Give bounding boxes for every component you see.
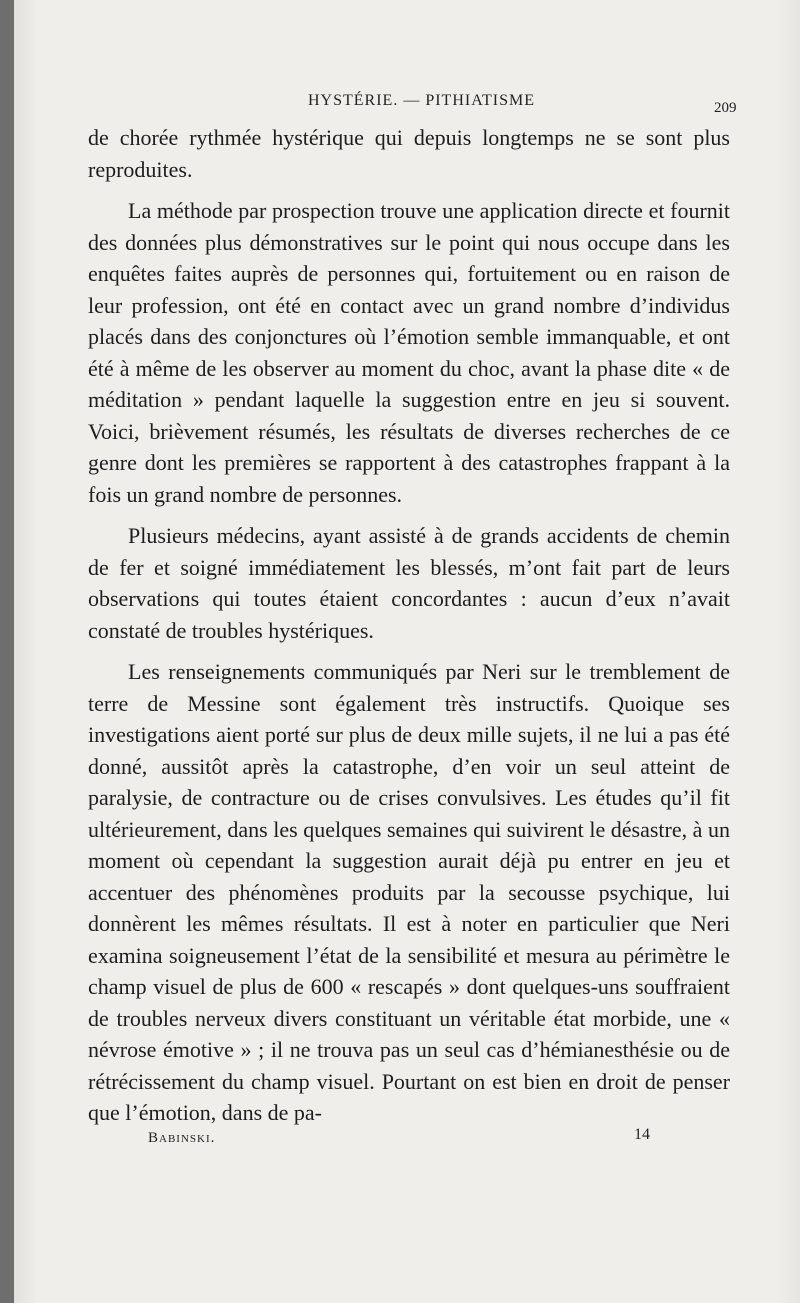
running-title: HYSTÉRIE. — PITHIATISME <box>308 92 535 109</box>
page-number: 209 <box>714 100 737 116</box>
running-head <box>14 88 800 118</box>
paragraph-messina-earthquake: Les renseignements communiqués par Neri sur le tremblement de terre de Messine sont également très instructifs. Quoique ses investigations aient porté sur plus de deux mille sujets, il ne lui a pas été donné, aussitôt après la catastrophe, d’en voir un seul atteint de paralysie, de contracture ou de crises convulsives. Les études qu’il fit ultérieurement, dans les quelques semaines qui suivirent le désastre, à un moment où cependant la suggestion aurait déjà pu entrer en jeu et accentuer des phénomènes produits par la secousse psychique, lui donnèrent les mêmes résultats. Il est à noter en particulier que Neri examina soigneusement l’état de la sensibilité et mesura au périmètre le champ visuel de plus de 600 « rescapés » dont quelques-uns souffraient de troubles nerveux divers constituant un véritable état morbide, une « névrose émotive » ; il ne trouva pas un seul cas d’hémianesthésie ou de rétrécissement du champ visuel. Pourtant on est bien en droit de penser que l’émotion, dans de pa- <box>88 659 730 1125</box>
signature-mark: 14 <box>634 1126 650 1143</box>
paragraph-prospection: La méthode par prospection trouve une application directe et fournit des données plus démonstratives sur le point qui nous occupe dans les enquêtes faites auprès de personnes qui, fortuitement ou en raison de leur profession, ont été en contact avec un grand nombre d’individus placés dans des conjonctures où l’émotion semble immanquable, et ont été à même de les observer au moment du choc, avant la phase dite « de méditation » pendant laquelle la suggestion entre en jeu si souvent. Voici, brièvement résumés, les résultats de diverses recherches de ce genre dont les premières se rapportent à des catastrophes frappant à la fois un grand nombre de personnes. <box>88 198 730 507</box>
body-text <box>88 122 730 1139</box>
paragraph-continuation: de chorée rythmée hystérique qui depuis longtemps ne se sont plus reproduites. <box>88 125 730 182</box>
page-footer <box>14 1126 800 1156</box>
book-page <box>14 0 800 1303</box>
signature-author: Babinski. <box>148 1130 216 1146</box>
paragraph-railway-accidents: Plusieurs médecins, ayant assisté à de grands accidents de chemin de fer et soigné immédiatement les blessés, m’ont fait part de leurs observations qui toutes étaient concordantes : aucun d’eux n’avait constaté de troubles hystériques. <box>88 523 730 643</box>
